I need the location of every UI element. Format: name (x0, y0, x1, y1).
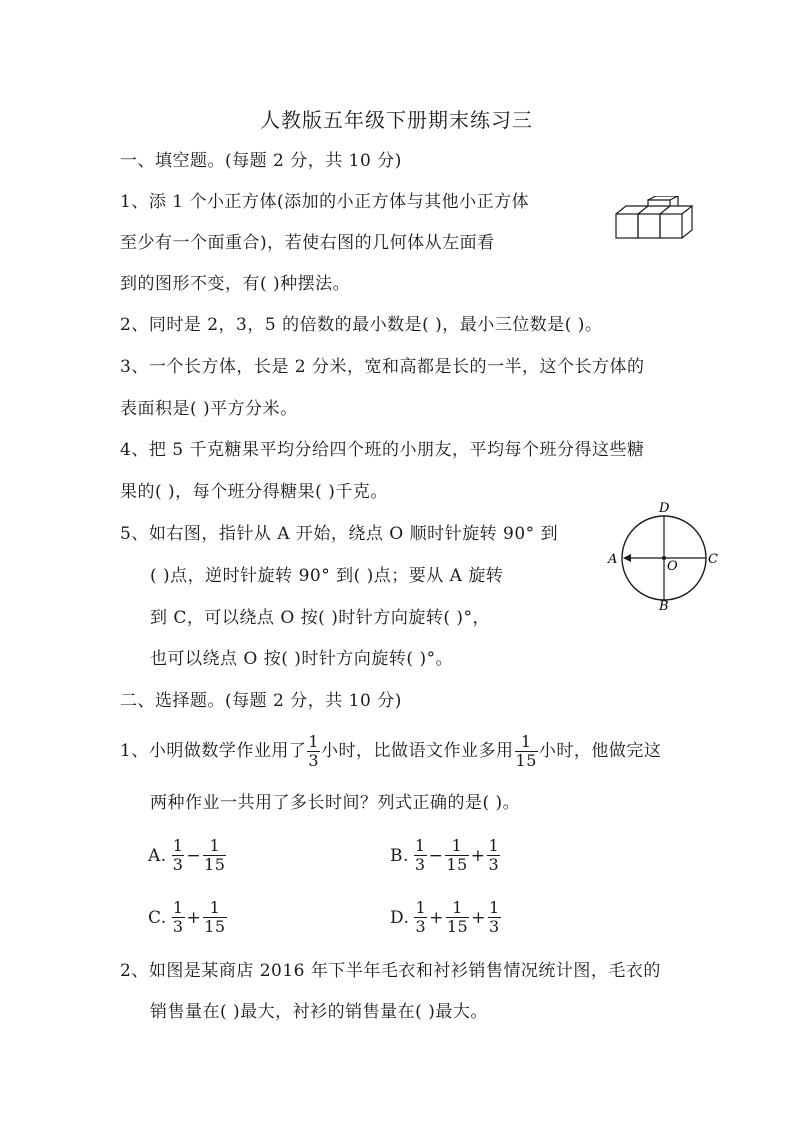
option-c[interactable]: C. $\frac{1}{3}$ + $\frac{1}{15}$ (148, 898, 226, 936)
s1-q3-line1: 3、一个长方体，长是 2 分米，宽和高都是长的一半，这个长方体的 (120, 357, 645, 377)
option-b[interactable]: B. $\frac{1}{3}$ − $\frac{1}{15}$ + $\frac{1}{3}$ (390, 836, 500, 874)
s2-q2-line2: 销售量在( )最大，衬衫的销售量在( )最大。 (150, 1002, 488, 1022)
s2-q1-line2: 两种作业一共用了多长时间？列式正确的是( )。 (150, 793, 521, 813)
s1-q4-line2: 果的( )，每个班分得糖果( )千克。 (120, 482, 388, 502)
s1-q5-line3: 到 C，可以绕点 O 按( )时针方向旋转( )°， (150, 608, 490, 628)
s1-q1-line2: 至少有一个面重合)，若使右图的几何体从左面看 (120, 233, 495, 253)
fraction: $\frac{1}{15}$ (515, 732, 537, 770)
s1-q5-line1: 5、如右图，指针从 A 开始，绕点 O 顺时针旋转 90° 到 (120, 524, 559, 544)
section1-heading: 一、填空题。(每题 2 分，共 10 分) (120, 151, 402, 171)
s1-q2-line1: 2、同时是 2，3，5 的倍数的最小数是( )，最小三位数是( )。 (120, 315, 603, 335)
s1-q1-line1: 1、添 1 个小正方体(添加的小正方体与其他小正方体 (120, 192, 530, 212)
s2-q2-line1: 2、如图是某商店 2016 年下半年毛衣和衬衫销售情况统计图，毛衣的 (120, 961, 661, 981)
label-c: C (708, 552, 718, 567)
label-a: A (608, 552, 618, 567)
option-d[interactable]: D. $\frac{1}{3}$ + $\frac{1}{15}$ + $\frac{1}{3}$ (390, 898, 500, 936)
label-d: D (659, 501, 670, 516)
s1-q1-line3: 到的图形不变，有( )种摆法。 (120, 274, 351, 294)
s1-q5-line4: 也可以绕点 O 按( )时针方向旋转( )°。 (150, 649, 454, 669)
s1-q5-line2: ( )点，逆时针旋转 90° 到( )点；要从 A 旋转 (150, 566, 504, 586)
fraction: $\frac{1}{3}$ (308, 732, 320, 770)
page-title: 人教版五年级下册期末练习三 (260, 108, 533, 132)
option-a[interactable]: A. $\frac{1}{3}$ − $\frac{1}{15}$ (148, 836, 226, 874)
s2-q1-text-b: 小时，比做语文作业多用 (321, 741, 514, 761)
label-o: O (667, 559, 678, 574)
s2-q1-text-a: 1、小明做数学作业用了 (120, 741, 307, 761)
cube-stack-figure (612, 196, 702, 244)
s1-q3-line2: 表面积是( )平方分米。 (120, 399, 298, 419)
clock-circle-figure (604, 498, 726, 614)
section2-heading: 二、选择题。(每题 2 分，共 10 分) (120, 691, 402, 711)
s2-q1-line1 (120, 730, 661, 772)
label-b: B (659, 599, 669, 614)
s2-q1-text-c: 小时，他做完这 (538, 741, 662, 761)
s1-q4-line1: 4、把 5 千克糖果平均分给四个班的小朋友，平均每个班分得这些糖 (120, 440, 645, 460)
